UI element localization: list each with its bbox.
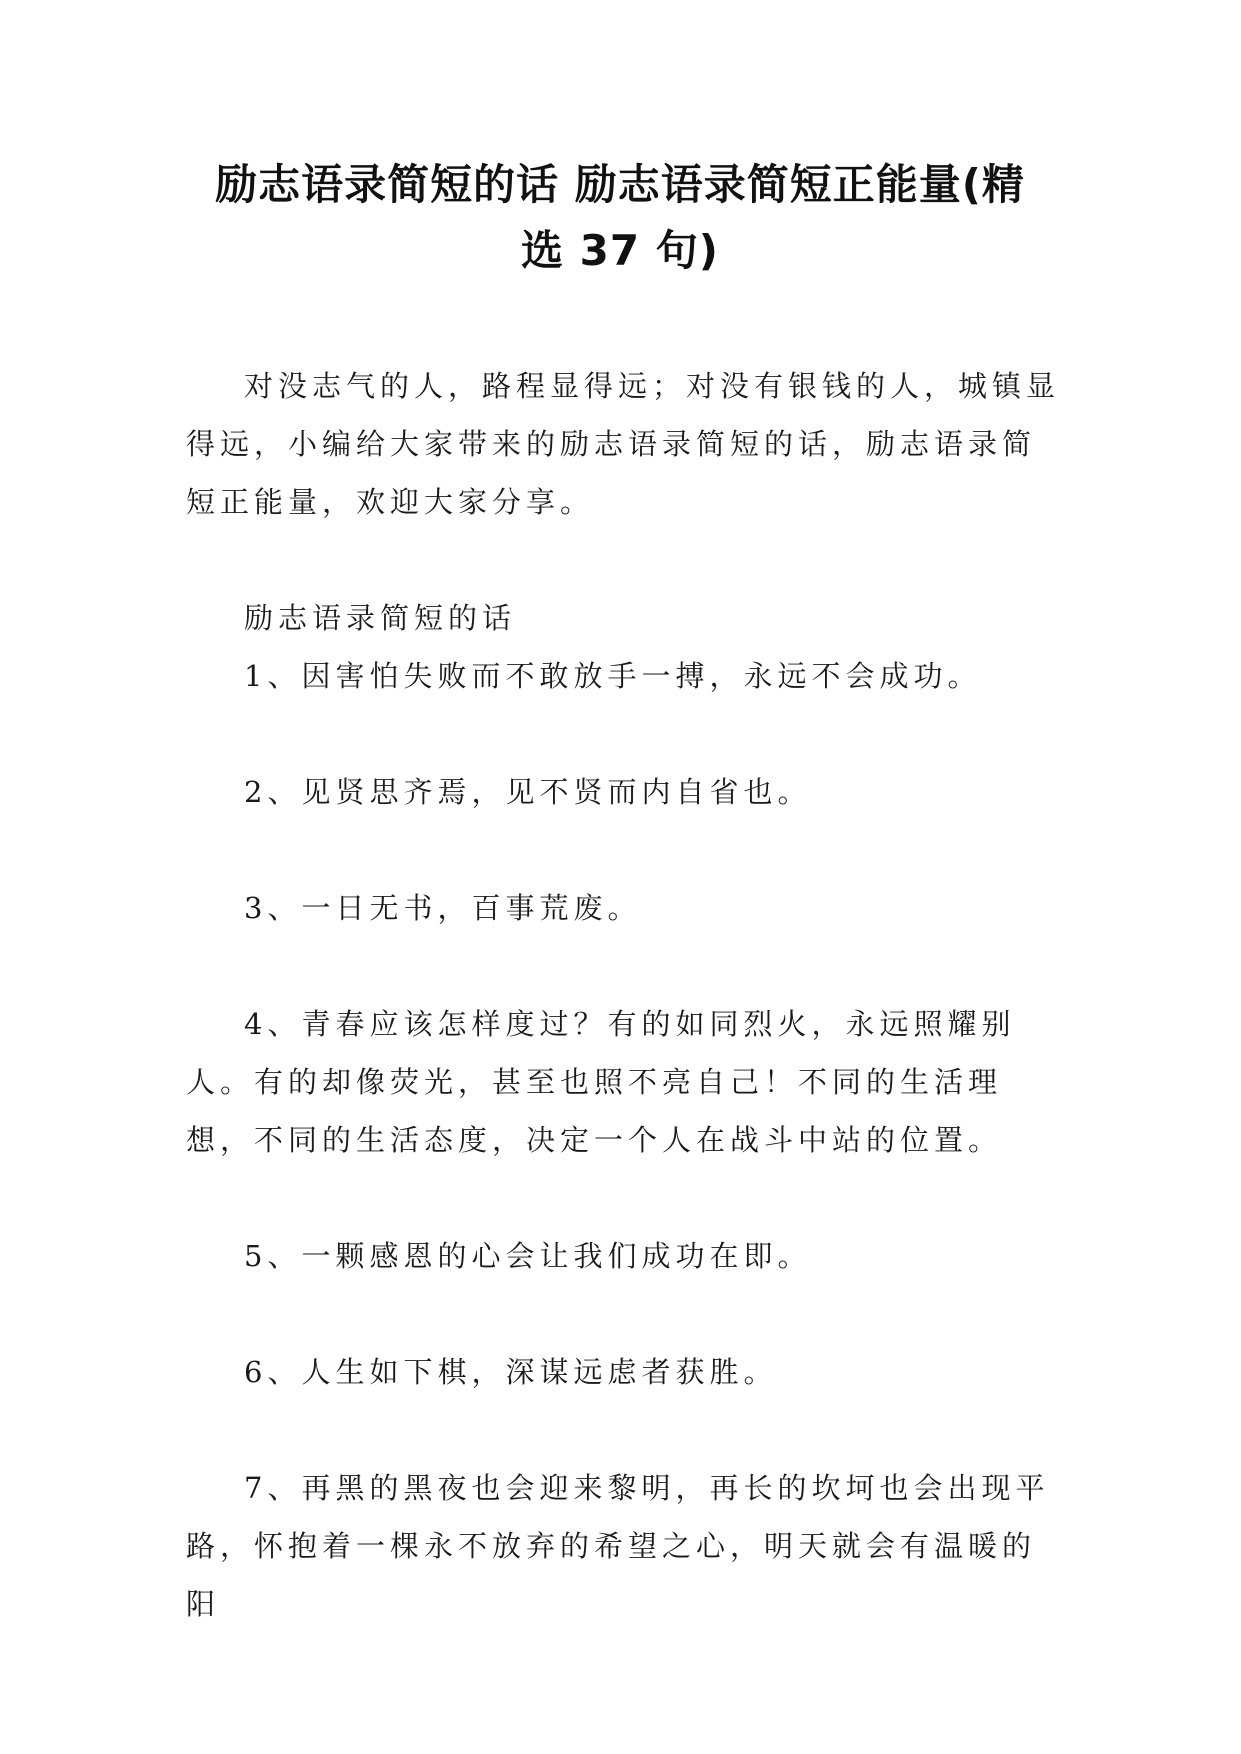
quote-item-2: 2、见贤思齐焉，见不贤而内自省也。 xyxy=(244,775,812,809)
spacer xyxy=(186,1401,1066,1459)
document-title xyxy=(180,152,1060,284)
intro-paragraph: 对没志气的人，路程显得远；对没有银钱的人，城镇显得远，小编给大家带来的励志语录简短的话，励志语录简短正能量，欢迎大家分享。 xyxy=(186,369,1061,519)
spacer xyxy=(186,821,1066,879)
spacer xyxy=(186,1285,1066,1343)
quote-item-1: 1、因害怕失败而不敢放手一搏，永远不会成功。 xyxy=(244,659,982,693)
quote-item-5: 5、一颗感恩的心会让我们成功在即。 xyxy=(244,1239,812,1273)
spacer xyxy=(186,531,1066,589)
spacer xyxy=(186,937,1066,995)
quote-item-3: 3、一日无书，百事荒废。 xyxy=(244,891,642,925)
title-line-1: 励志语录简短的话 励志语录简短正能量(精 xyxy=(215,160,1025,209)
spacer xyxy=(186,1169,1066,1227)
title-line-2: 选 37 句) xyxy=(521,226,719,275)
spacer xyxy=(186,705,1066,763)
section-heading: 励志语录简短的话 xyxy=(244,601,517,635)
quote-item-6: 6、人生如下棋，深谋远虑者获胜。 xyxy=(244,1355,778,1389)
quote-item-7: 7、再黑的黑夜也会迎来黎明，再长的坎坷也会出现平路，怀抱着一棵永不放弃的希望之心，明天就会有温暖的阳 xyxy=(186,1471,1050,1621)
document-body xyxy=(186,357,1066,1633)
quote-item-4: 4、青春应该怎样度过？有的如同烈火，永远照耀别人。有的却像荧光，甚至也照不亮自己！不同的生活理想，不同的生活态度，决定一个人在战斗中站的位置。 xyxy=(186,1007,1016,1157)
